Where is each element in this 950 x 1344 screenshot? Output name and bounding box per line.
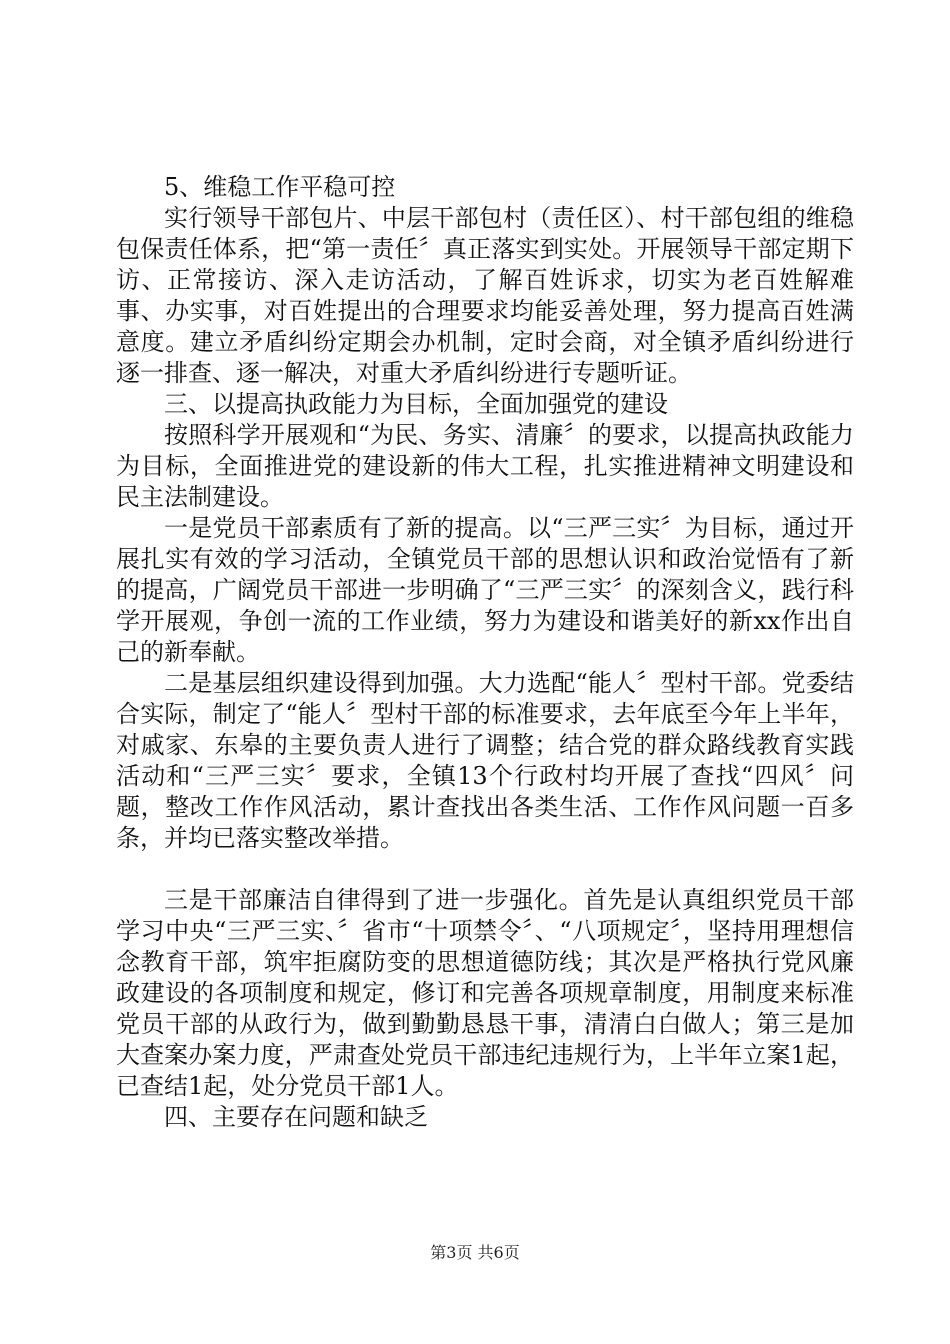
paragraph-grassroots-organization: 二是基层组织建设得到加强。大力选配“能人〞型村干部。党委结合实际，制定了“能人〞型村干部的标准要求，去年底至今年上半年，对戚家、东皋的主要负责人进行了调整；结合党的群众路线教育实践活动和“三严三实〞要求，全镇13个行政村均开展了查找“四风〞问题，整改工作作风活动，累计查找出各类生活、工作作风问题一百多条，并均已落实整改举措。 [116,669,854,852]
paragraph-party-building-intro: 按照科学开展观和“为民、务实、清廉〞的要求，以提高执政能力为目标，全面推进党的建设新的伟大工程，扎实推进精神文明建设和民主法制建设。 [116,421,854,511]
document-body [116,172,854,1133]
page-number-footer: 第3页 共6页 [430,1243,520,1262]
section-heading-stability: 5、维稳工作平稳可控 [164,173,396,201]
paragraph-stability-details: 实行领导干部包片、中层干部包村（责任区）、村干部包组的维稳包保责任体系，把“第一责任〞真正落实到实处。开展领导干部定期下访、正常接访、深入走访活动，了解百姓诉求，切实为老百姓解难事、办实事，对百姓提出的合理要求均能妥善处理，努力提高百姓满意度。建立矛盾纠纷定期会办机制，定时会商，对全镇矛盾纠纷进行逐一排查、逐一解决，对重大矛盾纠纷进行专题听证。 [116,204,854,387]
section-heading-party-building: 三、以提高执政能力为目标，全面加强党的建设 [164,390,668,418]
paragraph-cadre-quality: 一是党员干部素质有了新的提高。以“三严三实〞为目标，通过开展扎实有效的学习活动，全镇党员干部的思想认识和政治觉悟有了新的提高，广阔党员干部进一步明确了“三严三实〞的深刻含义，践行科学开展观，争创一流的工作业绩，努力为建设和谐美好的新xx作出自己的新奉献。 [116,514,854,666]
paragraph-integrity-discipline: 三是干部廉洁自律得到了进一步强化。首先是认真组织党员干部学习中央“三严三实、〞省市“十项禁令〞、“八项规定〞，坚持用理想信念教育干部，筑牢拒腐防变的思想道德防线；其次是严格执行党风廉政建设的各项制度和规定，修订和完善各项规章制度，用制度来标准党员干部的从政行为，做到勤勤恳恳干事，清清白白做人；第三是加大查案办案力度，严肃查处党员干部违纪违规行为，上半年立案1起，已查结1起，处分党员干部1人。 [116,886,854,1100]
section-heading-problems: 四、主要存在问题和缺乏 [164,1103,428,1131]
